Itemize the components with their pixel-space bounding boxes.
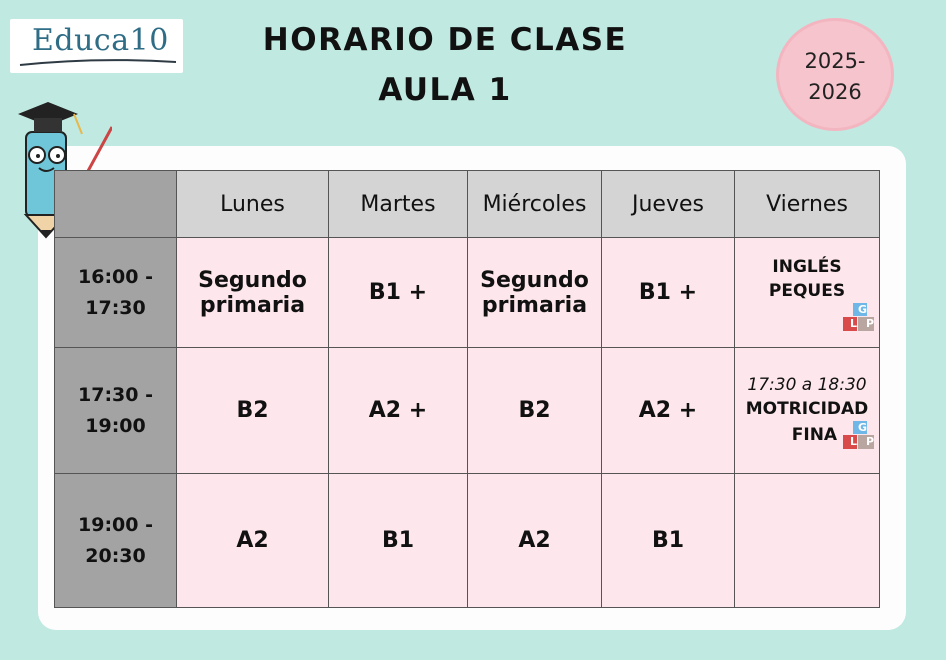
class-line1: A2 xyxy=(518,528,551,553)
class-cell xyxy=(177,474,329,608)
time-cell xyxy=(55,238,177,348)
corner-cell xyxy=(55,171,177,238)
class-cell xyxy=(329,238,468,348)
class-line2: PEQUES xyxy=(768,280,846,301)
class-cell xyxy=(468,474,602,608)
logo-swoosh xyxy=(16,57,181,69)
class-cell xyxy=(602,474,735,608)
class-line2: primaria xyxy=(481,292,588,318)
class-line1: Segundo xyxy=(480,267,589,293)
class-cell xyxy=(177,238,329,348)
class-cell xyxy=(468,238,602,348)
schedule-table xyxy=(54,170,880,608)
time-end: 17:30 xyxy=(85,296,146,319)
logo-text: Educa10 xyxy=(32,23,169,58)
class-line1: A2 + xyxy=(638,398,698,423)
educa10-logo xyxy=(10,19,183,73)
class-line3: FINA xyxy=(791,424,838,445)
class-line1: INGLÉS xyxy=(772,256,842,277)
class-line1: B1 + xyxy=(638,280,698,305)
class-line2: MOTRICIDAD xyxy=(745,398,869,419)
glp-logo-icon: G L P xyxy=(843,303,875,331)
class-line1: B1 + xyxy=(368,280,428,305)
table-row xyxy=(55,348,880,474)
class-cell xyxy=(329,474,468,608)
table-row xyxy=(55,474,880,608)
page-subtitle: AULA 1 xyxy=(378,72,512,108)
class-cell xyxy=(468,348,602,474)
class-line1: B2 xyxy=(236,398,269,423)
day-header-jueves: Jueves xyxy=(602,171,735,238)
day-header-martes: Martes xyxy=(329,171,468,238)
class-line1: B1 xyxy=(651,528,685,553)
class-cell xyxy=(329,348,468,474)
page-title: HORARIO DE CLASE xyxy=(262,22,628,58)
time-end: 19:00 xyxy=(85,414,146,437)
time-cell xyxy=(55,474,177,608)
class-line1: A2 + xyxy=(368,398,428,423)
class-cell xyxy=(177,348,329,474)
class-line1: Segundo xyxy=(198,267,307,293)
class-cell-empty xyxy=(735,474,880,608)
year-line2: 2026 xyxy=(808,80,862,104)
class-line1: B1 xyxy=(381,528,415,553)
day-header-miercoles: Miércoles xyxy=(468,171,602,238)
class-cell xyxy=(602,348,735,474)
year-line1: 2025- xyxy=(804,49,866,73)
year-badge xyxy=(779,21,891,128)
table-row xyxy=(55,238,880,348)
time-start: 19:00 - xyxy=(78,513,153,536)
class-line1: A2 xyxy=(236,528,269,553)
class-line1: B2 xyxy=(518,398,551,423)
class-cell xyxy=(602,238,735,348)
time-start: 16:00 - xyxy=(78,265,153,288)
time-cell xyxy=(55,348,177,474)
class-cell xyxy=(735,348,880,474)
class-cell xyxy=(735,238,880,348)
glp-logo-icon: G L P xyxy=(843,421,875,449)
time-end: 20:30 xyxy=(85,544,146,567)
class-time-note: 17:30 a 18:30 xyxy=(747,374,867,395)
time-start: 17:30 - xyxy=(78,383,153,406)
header-row xyxy=(55,171,880,238)
day-header-lunes: Lunes xyxy=(177,171,329,238)
day-header-viernes: Viernes xyxy=(735,171,880,238)
class-line2: primaria xyxy=(199,292,306,318)
